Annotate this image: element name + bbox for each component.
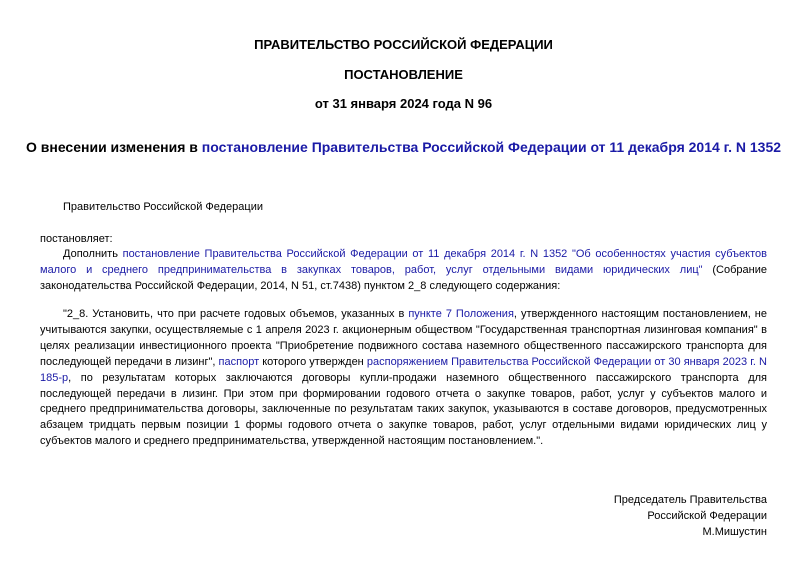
- p2-passport-link[interactable]: паспорт: [218, 355, 260, 368]
- p2-c: которого утвержден: [259, 355, 367, 368]
- p1-end: (Собрание законодательства Российской Федерации, 2014, N 51, ст.7438) пунктом 2_8 следующего содержания:: [40, 263, 767, 292]
- paragraph-1: [40, 247, 767, 295]
- decrees-word: постановляет:: [40, 233, 113, 245]
- p1-decree-link[interactable]: постановление Правительства Российской Федерации от 11 декабря 2014 г. N 1352 "Об особенностях участия субъектов малого и среднего предпринимательства в закупках товаров, работ, услуг отдельными видами юридических лиц": [40, 248, 767, 276]
- paragraph-2: [40, 307, 767, 450]
- signature-block: [467, 492, 767, 540]
- signature-position-1: Председатель Правительства: [613, 494, 767, 506]
- p2-order-link[interactable]: распоряжением Правительства Российской Федерации от 30 января 2023 г. N 185-р: [40, 355, 767, 384]
- issuer: Правительство Российской Федерации: [63, 201, 263, 213]
- title-link[interactable]: постановление Правительства Российской Федерации от 11 декабря 2014 г. N 1352: [201, 139, 782, 155]
- p1-start: Дополнить: [63, 248, 123, 260]
- p2-b: , утвержденного настоящим постановлением, не учитываются закупки, осуществляемые с 1 апреля 2023 г. акционерным обществом "Государственная транспортная лизинговая компания" в целях реализации инвестиционного проекта "Приобретение подвижного состава наземного общественного пассажирского транспорта для последующей передачи в лизинг",: [40, 308, 767, 368]
- document-date-number: от 31 января 2024 года N 96: [314, 96, 493, 111]
- document-type: ПОСТАНОВЛЕНИЕ: [344, 67, 463, 82]
- government-heading: ПРАВИТЕЛЬСТВО РОССИЙСКОЙ ФЕДЕРАЦИИ: [254, 37, 553, 52]
- p2-clause-link[interactable]: пункте 7 Положения: [408, 308, 514, 320]
- document-title: [0, 139, 807, 155]
- p2-a: "2_8. Установить, что при расчете годовых объемов, указанных в: [63, 308, 409, 320]
- signature-position-2: Российской Федерации: [647, 510, 767, 522]
- title-prefix: О внесении изменения в: [25, 139, 202, 155]
- signature-name: М.Мишустин: [702, 526, 767, 538]
- p2-d: , по результатам которых заключаются договоры купли-продажи наземного общественного пассажирского транспорта для последующей передачи в лизинг. При этом при формировании годового отчета о закупке товаров, работ, услуг у субъектов малого и среднего предпринимательства договоры, заключенные по результатам таких закупок, указываются в составе договоров, предусмотренных абзацем тридцать первым позиции 1 формы годового отчета о закупке товаров, работ, услуг отдельными видами юридических лиц у субъектов малого и среднего предпринимательства, утвержденной настоящим постановлением.".: [40, 371, 767, 448]
